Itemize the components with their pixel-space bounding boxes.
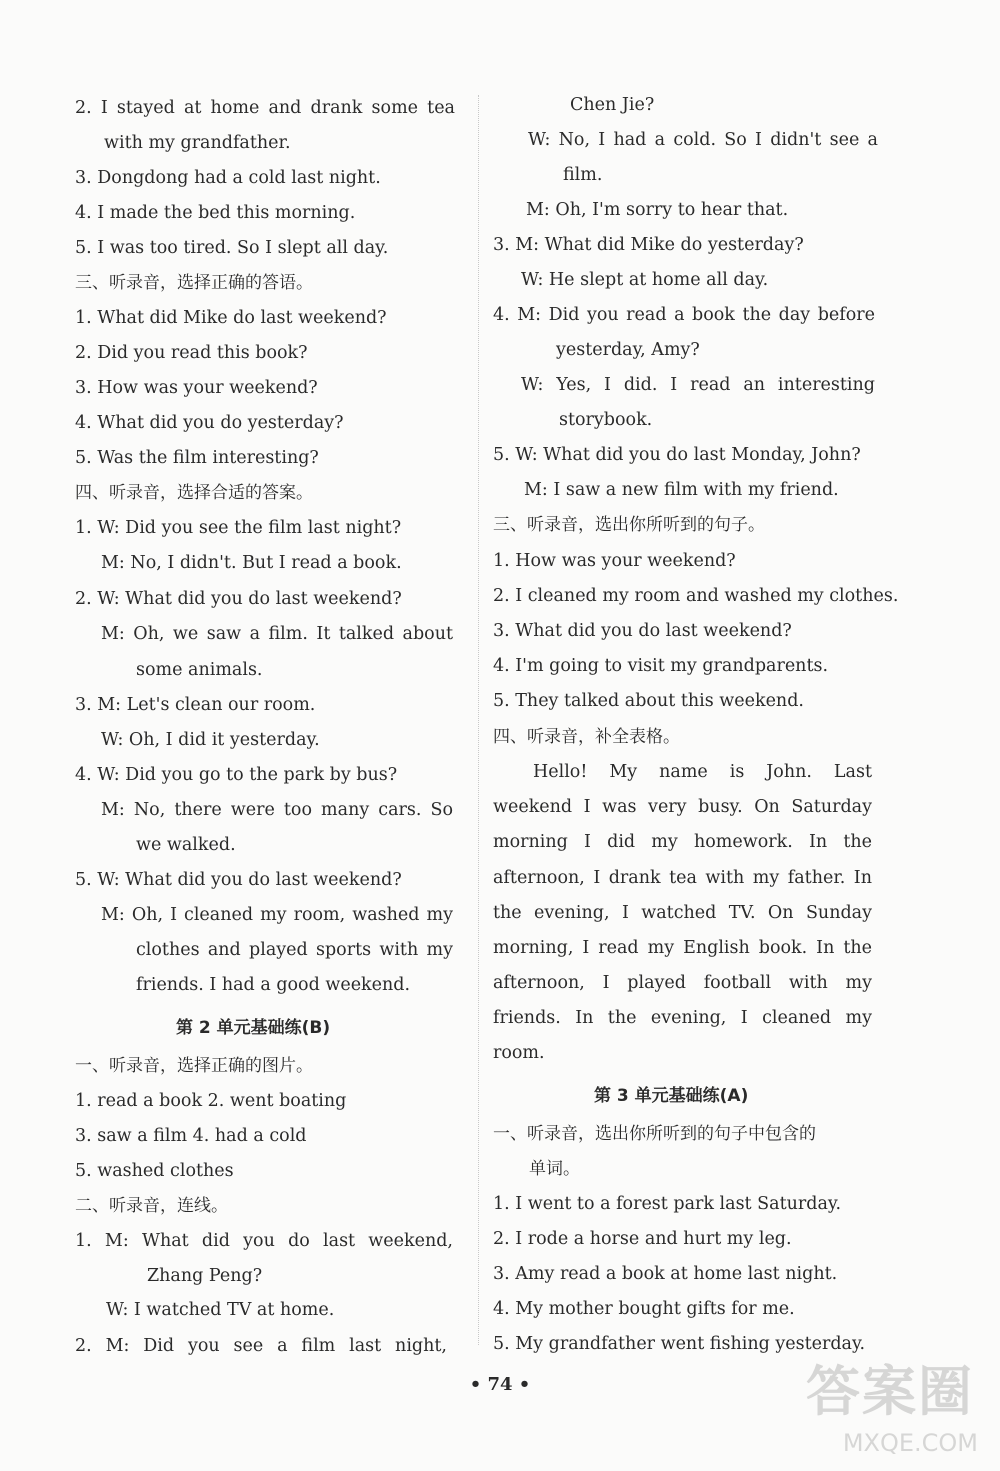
text-line: 3. M: Let's clean our room. xyxy=(75,695,316,715)
text-line: 2. I rode a horse and hurt my leg. xyxy=(493,1229,792,1249)
section-heading: 一、听录音，选择正确的图片。 xyxy=(75,1056,313,1076)
text-line: storybook. xyxy=(559,410,653,430)
text-line: 1. W: Did you see the film last night? xyxy=(75,518,402,538)
text-line: afternoon, I drank tea with my father. In xyxy=(493,868,872,888)
text-line: room. xyxy=(493,1043,545,1063)
text-line: 3. Amy read a book at home last night. xyxy=(493,1264,838,1284)
text-line: weekend I was very busy. On Saturday xyxy=(493,797,872,817)
text-line: 3. What did you do last weekend? xyxy=(493,621,792,641)
section-heading: 三、听录音，选择正确的答语。 xyxy=(75,273,313,293)
section-heading: 三、听录音，选出你所听到的句子。 xyxy=(493,515,765,535)
text-line: 3. How was your weekend? xyxy=(75,378,318,398)
text-line: M: No, there were too many cars. So xyxy=(101,800,453,820)
text-line: W: Oh, I did it yesterday. xyxy=(101,730,320,750)
text-line: 1. What did Mike do last weekend? xyxy=(75,308,387,328)
text-line: 4. I'm going to visit my grandparents. xyxy=(493,656,829,676)
text-line: 3. Dongdong had a cold last night. xyxy=(75,168,381,188)
watermark-site: MXQE.COM xyxy=(842,1429,978,1457)
text-line: 3. saw a film 4. had a cold xyxy=(75,1126,307,1146)
text-line: clothes and played sports with my xyxy=(136,940,453,960)
text-line: 5. washed clothes xyxy=(75,1161,234,1181)
text-line: M: No, I didn't. But I read a book. xyxy=(101,553,402,573)
text-line: film. xyxy=(563,165,603,185)
text-line: M: I saw a new film with my friend. xyxy=(524,480,839,500)
text-line: morning I did my homework. In the xyxy=(493,832,872,852)
text-line: some animals. xyxy=(136,660,263,680)
text-line: 2. M: Did you see a film last night, xyxy=(75,1336,447,1356)
text-line: M: Oh, I cleaned my room, washed my xyxy=(101,905,453,925)
text-line: friends. I had a good weekend. xyxy=(136,975,411,995)
watermark-logo: 答案圈 xyxy=(806,1360,974,1423)
watermark xyxy=(758,1349,978,1459)
text-line: 5. W: What did you do last Monday, John? xyxy=(493,445,861,465)
text-line: morning, I read my English book. In the xyxy=(493,938,872,958)
text-line: 1. read a book 2. went boating xyxy=(75,1091,347,1111)
text-line: 4. M: Did you read a book the day before xyxy=(493,305,875,325)
text-line: 4. W: Did you go to the park by bus? xyxy=(75,765,398,785)
section-heading: 一、听录音，选出你所听到的句子中包含的 xyxy=(493,1124,816,1144)
text-line: 4. I made the bed this morning. xyxy=(75,203,356,223)
text-line: 2. I cleaned my room and washed my clothes. xyxy=(493,586,899,606)
text-line: yesterday, Amy? xyxy=(556,340,700,360)
unit-title: 第 3 单元基础练(A) xyxy=(594,1086,749,1106)
text-line: afternoon, I played football with my xyxy=(493,973,872,993)
text-line: we walked. xyxy=(136,835,236,855)
text-line: 3. M: What did Mike do yesterday? xyxy=(493,235,804,255)
text-line: with my grandfather. xyxy=(104,133,291,153)
unit-title: 第 2 单元基础练(B) xyxy=(176,1018,331,1038)
text-line: 5. They talked about this weekend. xyxy=(493,691,804,711)
text-line: 2. W: What did you do last weekend? xyxy=(75,589,402,609)
text-line: 2. Did you read this book? xyxy=(75,343,308,363)
text-line: 1. I went to a forest park last Saturday. xyxy=(493,1194,842,1214)
text-line: 4. My mother bought gifts for me. xyxy=(493,1299,795,1319)
text-line: 5. I was too tired. So I slept all day. xyxy=(75,238,389,258)
text-line: W: Yes, I did. I read an interesting xyxy=(521,375,875,395)
text-line: 5. My grandfather went fishing yesterday. xyxy=(493,1334,866,1354)
text-line: 5. W: What did you do last weekend? xyxy=(75,870,402,890)
text-line: M: Oh, I'm sorry to hear that. xyxy=(526,200,789,220)
text-line: Zhang Peng? xyxy=(147,1266,263,1286)
column-divider xyxy=(478,95,479,1345)
section-heading: 四、听录音，补全表格。 xyxy=(493,727,680,747)
page-number: • 74 • xyxy=(469,1374,531,1395)
text-line: W: I watched TV at home. xyxy=(106,1300,335,1320)
text-line: 1. How was your weekend? xyxy=(493,551,736,571)
text-line: friends. In the evening, I cleaned my xyxy=(493,1008,872,1028)
text-line: Hello! My name is John. Last xyxy=(533,762,872,782)
text-line: 1. M: What did you do last weekend, xyxy=(75,1231,453,1251)
text-line: Chen Jie? xyxy=(570,95,655,115)
text-line: 4. What did you do yesterday? xyxy=(75,413,344,433)
text-line: M: Oh, we saw a film. It talked about xyxy=(101,624,453,644)
text-line: 5. Was the film interesting? xyxy=(75,448,319,468)
section-heading: 四、听录音，选择合适的答案。 xyxy=(75,483,313,503)
section-heading: 单词。 xyxy=(529,1159,580,1179)
text-line: 2. I stayed at home and drank some tea xyxy=(75,98,455,118)
text-line: W: No, I had a cold. So I didn't see a xyxy=(528,130,878,150)
section-heading: 二、听录音，连线。 xyxy=(75,1196,228,1216)
text-line: W: He slept at home all day. xyxy=(521,270,769,290)
text-line: the evening, I watched TV. On Sunday xyxy=(493,903,872,923)
